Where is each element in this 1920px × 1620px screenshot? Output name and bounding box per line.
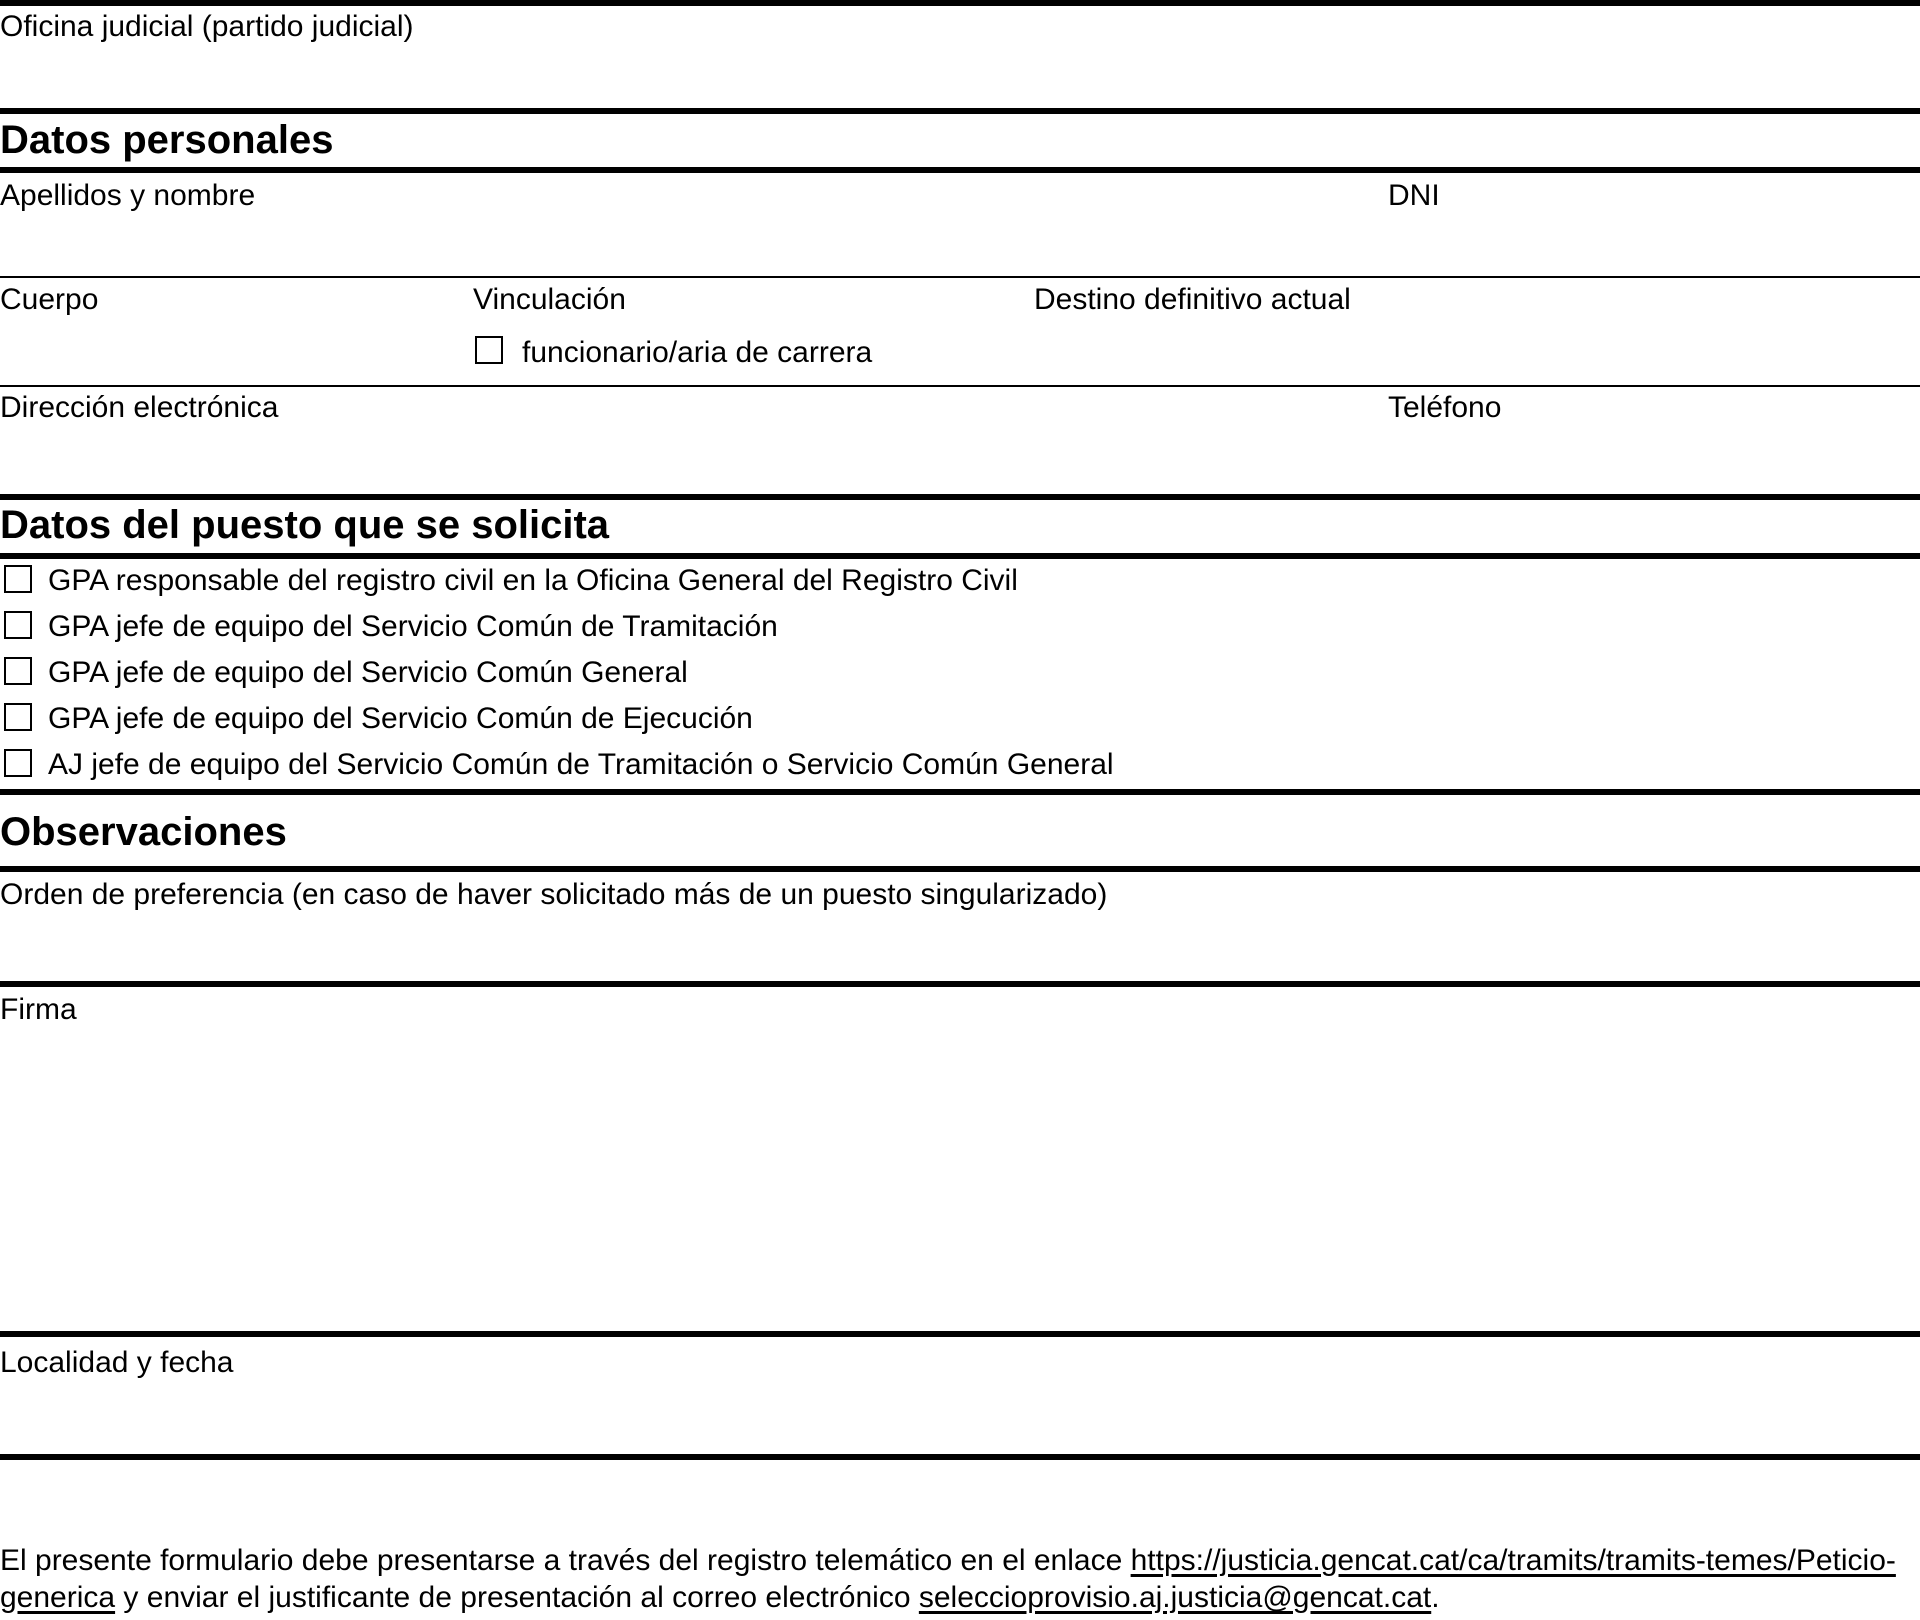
position-option-label: AJ jefe de equipo del Servicio Común de Tramitación o Servicio Común General	[48, 748, 1114, 781]
phone-label: Teléfono	[1388, 391, 1502, 424]
dni-label: DNI	[1388, 179, 1440, 212]
note-text-middle: y enviar el justificante de presentación al correo electrónico	[123, 1581, 911, 1614]
rule-office-bottom	[0, 108, 1920, 114]
rule-position-bottom	[0, 789, 1920, 795]
submission-note	[0, 1542, 1912, 1616]
position-option-checkbox[interactable]	[4, 565, 32, 593]
rule-personal-bottom	[0, 494, 1920, 500]
cuerpo-label: Cuerpo	[0, 283, 99, 316]
rule-name-row	[0, 276, 1920, 278]
signature-label: Firma	[0, 993, 77, 1026]
registry-link[interactable]: https://justicia.gencat.cat/ca/tramits/tramits-temes/Peticio-generica	[0, 1544, 1896, 1614]
position-option-checkbox[interactable]	[4, 703, 32, 731]
position-option-label: GPA jefe de equipo del Servicio Común de Ejecución	[48, 702, 753, 735]
preference-label: Orden de preferencia (en caso de haver solicitado más de un puesto singularizado)	[0, 878, 1108, 911]
position-option-checkbox[interactable]	[4, 657, 32, 685]
rule-personal-heading	[0, 167, 1920, 173]
vinculacion-option-label: funcionario/aria de carrera	[522, 336, 873, 369]
rule-position-heading	[0, 553, 1920, 559]
rule-observations-heading	[0, 866, 1920, 872]
position-option-label: GPA jefe de equipo del Servicio Común General	[48, 656, 688, 689]
observations-heading: Observaciones	[0, 810, 287, 854]
office-label: Oficina judicial (partido judicial)	[0, 10, 414, 43]
position-option-checkbox[interactable]	[4, 611, 32, 639]
rule-preference-bottom	[0, 981, 1920, 987]
contact-email-link[interactable]: seleccioprovisio.aj.justicia@gencat.cat	[918, 1581, 1432, 1614]
position-option-label: GPA responsable del registro civil en la Oficina General del Registro Civil	[48, 564, 1018, 597]
rule-signature-bottom	[0, 1331, 1920, 1337]
position-option-checkbox[interactable]	[4, 749, 32, 777]
top-rule	[0, 0, 1920, 6]
rule-place-date-bottom	[0, 1454, 1920, 1460]
vinculacion-checkbox[interactable]	[475, 336, 503, 364]
place-date-label: Localidad y fecha	[0, 1346, 234, 1379]
destino-label: Destino definitivo actual	[1034, 283, 1351, 316]
note-text-start: El presente formulario debe presentarse a través del registro telemático en el enlace	[0, 1544, 1123, 1577]
name-label: Apellidos y nombre	[0, 179, 256, 212]
email-label: Dirección electrónica	[0, 391, 279, 424]
note-text-end: .	[1431, 1581, 1440, 1614]
position-heading: Datos del puesto que se solicita	[0, 503, 610, 547]
rule-cuerpo-row	[0, 385, 1920, 387]
position-option-label: GPA jefe de equipo del Servicio Común de Tramitación	[48, 610, 778, 643]
vinculacion-label: Vinculación	[473, 283, 626, 316]
personal-data-heading: Datos personales	[0, 118, 334, 162]
